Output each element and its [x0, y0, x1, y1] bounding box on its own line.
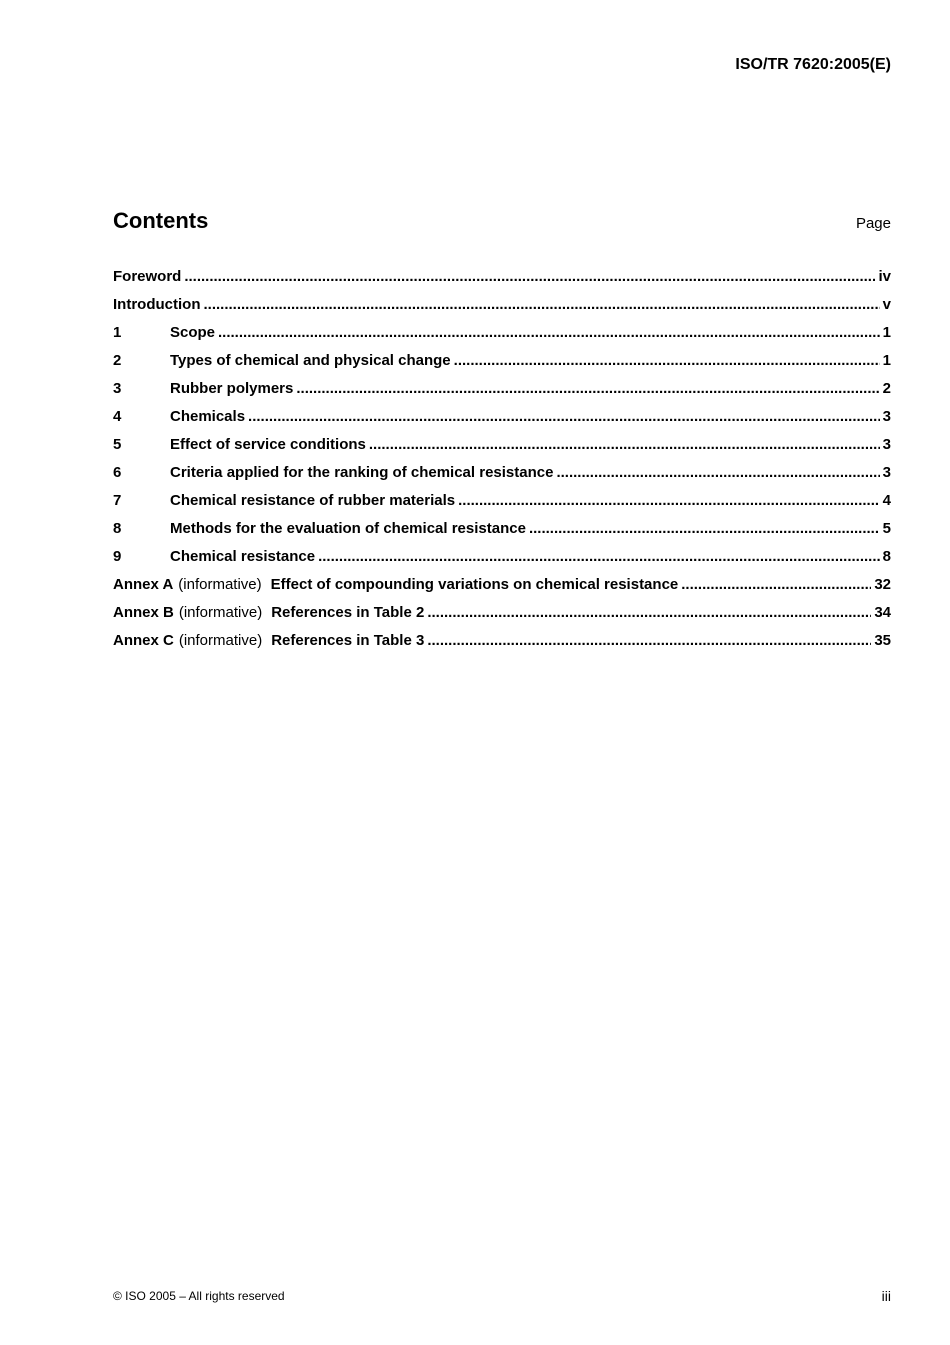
page-column-label: Page — [855, 215, 891, 232]
toc-entry-label: Chemicals — [170, 408, 246, 425]
toc-entry-number: 8 — [113, 520, 122, 537]
annex-type: (informative) — [178, 576, 262, 593]
dot-leader — [454, 352, 880, 369]
toc-entry-clause-9[interactable] — [113, 548, 891, 576]
toc-entry-clause-2[interactable] — [113, 352, 891, 380]
toc-entry-number: 2 — [113, 352, 122, 369]
dot-leader — [248, 408, 880, 425]
toc-entry-number: 5 — [113, 436, 122, 453]
toc-entry-annex-b[interactable] — [113, 604, 891, 632]
toc-entry-label: Effect of compounding variations on chemical resistance — [270, 576, 679, 593]
toc-entry-label: Chemical resistance — [170, 548, 316, 565]
toc-entry-introduction[interactable] — [113, 296, 891, 324]
document-id: ISO/TR 7620:2005(E) — [735, 56, 891, 73]
dot-leader — [218, 324, 880, 341]
toc-entry-label: Methods for the evaluation of chemical resistance — [170, 520, 526, 537]
contents-title: Contents — [113, 208, 209, 233]
toc-entry-page: 2 — [882, 380, 891, 397]
toc-entry-number: 7 — [113, 492, 122, 509]
toc-entry-clause-5[interactable] — [113, 436, 891, 464]
toc-entry-page: 5 — [882, 520, 891, 537]
toc-entry-annex-a[interactable] — [113, 576, 891, 604]
dot-leader — [369, 436, 880, 453]
toc-entry-page: iv — [878, 268, 891, 285]
toc-entry-page: 3 — [882, 436, 891, 453]
toc-entry-label: Foreword — [113, 268, 182, 285]
toc-entry-page: 34 — [874, 604, 891, 621]
dot-leader — [458, 492, 880, 509]
toc-entry-label: Effect of service conditions — [170, 436, 366, 453]
toc-entry-page: 3 — [882, 408, 891, 425]
dot-leader — [529, 520, 880, 537]
toc-entry-label: References in Table 2 — [271, 604, 425, 621]
toc-entry-number: 4 — [113, 408, 122, 425]
toc-entry-clause-3[interactable] — [113, 380, 891, 408]
toc-entry-label: Introduction — [113, 296, 201, 313]
annex-type: (informative) — [178, 632, 263, 649]
toc-entry-number: 3 — [113, 380, 122, 397]
page-number: iii — [881, 1288, 891, 1304]
contents-header — [113, 208, 891, 238]
toc-entry-label: Chemical resistance of rubber materials — [170, 492, 456, 509]
dot-leader — [427, 632, 871, 649]
dot-leader — [318, 548, 880, 565]
dot-leader — [203, 296, 879, 313]
toc-entry-foreword[interactable] — [113, 268, 891, 296]
table-of-contents — [113, 268, 891, 660]
toc-entry-number: 6 — [113, 464, 122, 481]
dot-leader — [681, 576, 871, 593]
dot-leader — [184, 268, 875, 285]
toc-entry-label: Criteria applied for the ranking of chemical resistance — [170, 464, 554, 481]
toc-entry-page: 8 — [882, 548, 891, 565]
toc-entry-label: Rubber polymers — [170, 380, 294, 397]
toc-entry-label: References in Table 3 — [271, 632, 425, 649]
toc-entry-number: 1 — [113, 324, 122, 341]
toc-entry-annex-c[interactable] — [113, 632, 891, 660]
toc-entry-clause-8[interactable] — [113, 520, 891, 548]
annex-identifier: Annex B — [113, 604, 174, 621]
toc-entry-page: 4 — [882, 492, 891, 509]
toc-entry-clause-1[interactable] — [113, 324, 891, 352]
toc-entry-page: 32 — [874, 576, 891, 593]
annex-type: (informative) — [178, 604, 263, 621]
toc-entry-clause-7[interactable] — [113, 492, 891, 520]
dot-leader — [427, 604, 871, 621]
toc-entry-page: 3 — [882, 464, 891, 481]
dot-leader — [556, 464, 879, 481]
annex-identifier: Annex A — [113, 576, 174, 593]
toc-entry-label: Scope — [170, 324, 216, 341]
toc-entry-page: v — [882, 296, 891, 313]
toc-entry-clause-6[interactable] — [113, 464, 891, 492]
toc-entry-page: 1 — [882, 324, 891, 341]
annex-identifier: Annex C — [113, 632, 174, 649]
toc-entry-page: 35 — [874, 632, 891, 649]
toc-entry-label: Types of chemical and physical change — [170, 352, 451, 369]
dot-leader — [296, 380, 879, 397]
toc-entry-clause-4[interactable] — [113, 408, 891, 436]
toc-entry-number: 9 — [113, 548, 122, 565]
copyright-notice: © ISO 2005 – All rights reserved — [113, 1289, 285, 1303]
toc-entry-page: 1 — [882, 352, 891, 369]
